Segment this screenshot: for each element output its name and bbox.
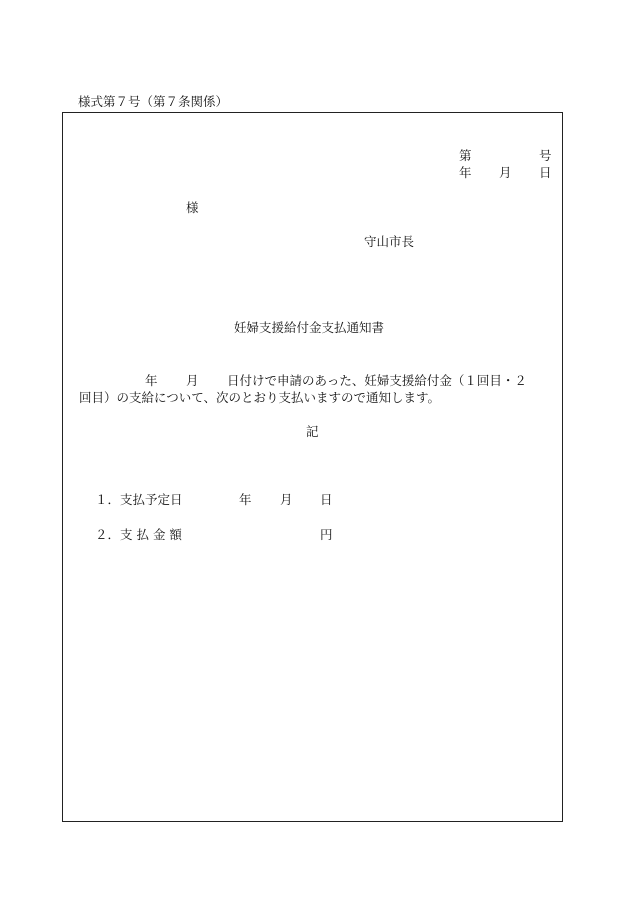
item-payment-amount-label: ２．支 払 金 額 <box>95 527 182 542</box>
addressee-honorific: 様 <box>186 200 199 215</box>
date-day: 日 <box>539 165 552 180</box>
issuer-name: 守山市長 <box>364 234 415 249</box>
item-payment-date-month: 月 <box>280 492 293 507</box>
form-number-label: 様式第７号（第７条関係） <box>78 94 229 109</box>
date-month: 月 <box>499 165 512 180</box>
number-go: 号 <box>539 148 552 163</box>
number-dai: 第 <box>459 148 472 163</box>
item-payment-date-label: １．支払予定日 <box>95 492 183 507</box>
ki-heading: 記 <box>306 424 319 439</box>
item-payment-amount-yen: 円 <box>320 527 333 542</box>
body-line1: 日付けで申請のあった、妊婦支援給付金（１回目・２ <box>227 373 527 388</box>
body-month: 月 <box>186 373 199 388</box>
body-line2: 回目）の支給について、次のとおり支払いますので通知します。 <box>79 390 441 405</box>
item-payment-date-day: 日 <box>320 492 333 507</box>
document-frame <box>62 112 563 822</box>
item-payment-date-year: 年 <box>239 492 252 507</box>
body-year: 年 <box>145 373 158 388</box>
date-year: 年 <box>459 165 472 180</box>
document-title: 妊婦支援給付金支払通知書 <box>234 320 385 335</box>
